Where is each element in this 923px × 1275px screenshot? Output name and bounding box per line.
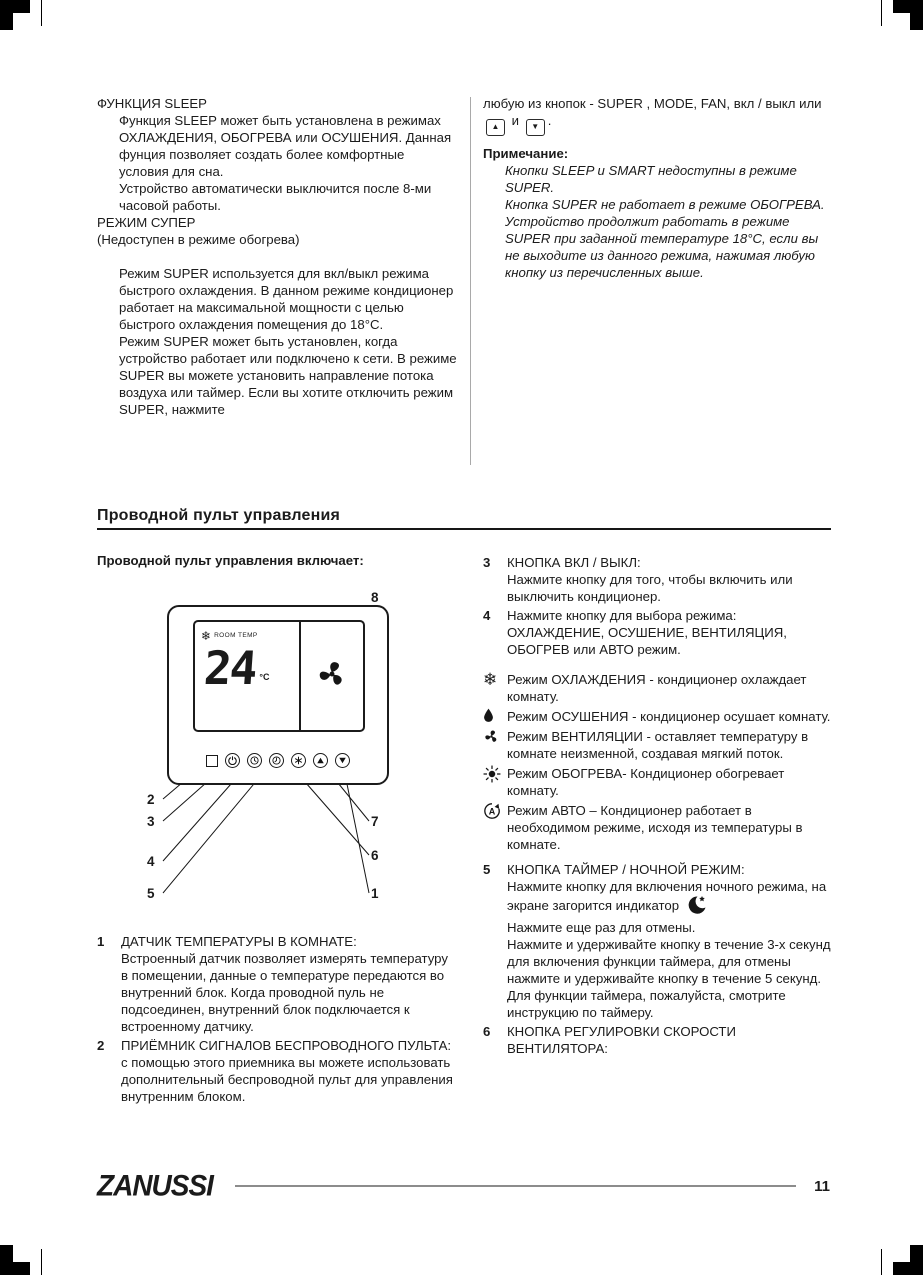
zanussi-logo: ZANUSSI [97, 1169, 213, 1202]
item-body: Нажмите кнопку для включения ночного режима, на экране загорится индикатор [507, 879, 827, 913]
temp-down-button-image [526, 119, 545, 136]
list-item [483, 861, 831, 1021]
footer-rule [235, 1185, 796, 1187]
column-gap [457, 552, 483, 1105]
item-title: КНОПКА ВКЛ / ВЫКЛ: [507, 555, 641, 570]
note-3: Устройство продолжит работать в режиме SUPER при заданной температуре 18°C, если вы не выходите из данного режима, нажимая любую кнопку из перечисленных выше. [505, 213, 819, 280]
temperature-unit: °C [259, 671, 270, 682]
display-temp-pane [195, 622, 301, 730]
conjunction-text: и [511, 113, 520, 128]
item-body: Нажмите еще раз для отмены. [507, 920, 696, 935]
list-item [97, 1037, 457, 1105]
up-arrow-icon: ▲ [491, 122, 500, 131]
super-paragraph-1: Режим SUPER используется для вкл/выкл режима быстрого охлаждения. В данном режиме кондиционер работает на максимальной мощности с целью быстрого охлаждения помещения до 18°C. [119, 266, 454, 332]
continuation-period: . [547, 113, 552, 128]
signal-receiver-window [206, 755, 218, 767]
callout-8-display: 8 [371, 590, 379, 605]
mode-row-drying [483, 708, 831, 725]
list-item [483, 554, 831, 605]
crop-mark-bottom-left-vertical [0, 1245, 13, 1275]
sleep-paragraph-2: Устройство автоматически выключится после 8-ми часовой работы. [119, 181, 432, 213]
sun-icon [483, 765, 507, 799]
item-title: ПРИЁМНИК СИГНАЛОВ БЕСПРОВОДНОГО ПУЛЬТА: [121, 1038, 452, 1053]
crop-mark-top-right-vertical [910, 0, 923, 30]
remote-body [167, 605, 389, 785]
night-mode-moon-icon [685, 895, 707, 919]
note-1: Кнопки SLEEP и SMART недоступны в режиме SUPER. [505, 162, 797, 195]
temp-down-button [335, 753, 350, 768]
list-item [97, 933, 457, 1035]
fan-indicator-icon [315, 657, 349, 695]
callout-1-sensor: 1 [371, 886, 379, 901]
callout-5-timer: 5 [147, 886, 155, 901]
mode-button [247, 753, 262, 768]
sleep-function-heading: ФУНКЦИЯ SLEEP [97, 96, 207, 111]
item-body: Нажмите кнопку для выбора режима: ОХЛАЖДЕНИЕ, ОСУШЕНИЕ, ВЕНТИЛЯЦИЯ, ОБОГРЕВ или АВТО режим. [507, 608, 787, 657]
super-continuation [483, 95, 831, 136]
page-content [97, 95, 831, 1105]
droplet-icon [483, 708, 507, 725]
wired-remote-right-column [483, 552, 831, 1057]
mode-row-heating [483, 765, 831, 799]
left-numbered-list [97, 933, 457, 1105]
snowflake-icon: ❄ [483, 670, 498, 689]
callout-3-power: 3 [147, 814, 155, 829]
down-arrow-icon: ▼ [531, 122, 540, 131]
fan-icon [483, 728, 507, 762]
column-divider [457, 95, 483, 493]
crop-mark-top-left-vertical [0, 0, 13, 30]
mode-row-auto [483, 802, 831, 853]
sleep-paragraph-1: Функция SLEEP может быть установлена в режимах ОХЛАЖДЕНИЯ, ОБОГРЕВА или ОСУШЕНИЯ. Данная фунция позволяет создать более комфортные условия для сна. [119, 113, 452, 179]
remote-display [193, 620, 365, 732]
callout-7-arrows: 7 [371, 814, 379, 829]
sleep-super-section [97, 95, 831, 493]
temperature-value: 24 [202, 641, 258, 695]
wired-remote-heading: Проводной пульт управления включает: [97, 553, 364, 568]
callout-2-receiver: 2 [147, 792, 155, 807]
wired-remote-diagram [97, 585, 457, 917]
item-number: 5 [483, 862, 491, 877]
item-title: КНОПКА ТАЙМЕР / НОЧНОЙ РЕЖИМ: [507, 862, 745, 877]
mode-text: Режим ОСУШЕНИЯ - кондиционер осушает комнату. [507, 709, 831, 724]
remote-button-row [169, 753, 387, 768]
item-number: 6 [483, 1024, 491, 1039]
continuation-text: любую из кнопок - SUPER , MODE, FAN, вкл / выкл или [483, 96, 822, 111]
temp-up-button [313, 753, 328, 768]
svg-text:A: A [488, 806, 496, 817]
temp-up-button-image [486, 119, 505, 136]
display-fan-pane [301, 622, 363, 730]
section-title: Проводной пульт управления [97, 507, 341, 524]
room-temp-label: ROOM TEMP [214, 632, 258, 639]
cooling-indicator-icon: ❄ [201, 628, 212, 643]
callout-6-fan-speed: 6 [371, 848, 379, 863]
note-2: Кнопка SUPER не работает в режиме ОБОГРЕВА. [505, 196, 825, 212]
crop-line-top-left [41, 0, 42, 26]
section-rule [97, 528, 831, 530]
list-item [483, 607, 831, 658]
crop-line-bottom-right [881, 1249, 882, 1275]
power-button [225, 753, 240, 768]
sleep-super-left-column [97, 95, 457, 418]
mode-row-ventilation [483, 728, 831, 762]
mode-text: Режим ОБОГРЕВА- Кондиционер обогревает комнату. [507, 766, 785, 798]
item-title: КНОПКА РЕГУЛИРОВКИ СКОРОСТИ ВЕНТИЛЯТОРА: [507, 1024, 736, 1056]
mode-text: Режим АВТО – Кондиционер работает в необходимом режиме, исходя из температуры в комнате. [507, 803, 803, 852]
wired-remote-section [97, 552, 831, 1105]
super-mode-subnote: (Недоступен в режиме обогрева) [97, 232, 300, 247]
item-number: 4 [483, 608, 491, 623]
crop-line-bottom-left [41, 1249, 42, 1275]
item-number: 2 [97, 1038, 105, 1053]
page-number: 11 [814, 1177, 830, 1195]
timer-night-button [269, 753, 284, 768]
wired-remote-left-column [97, 552, 457, 1105]
mode-text: Режим ВЕНТИЛЯЦИИ - оставляет температуру в комнате неизменной, создавая мягкий поток. [507, 729, 809, 761]
super-paragraph-2: Режим SUPER может быть установлен, когда устройство работает или подключено к сети. В режиме SUPER вы можете установить направление потока воздуха или таймер. Если вы хотите отключить режим SUPER, нажмите [119, 334, 457, 417]
mode-row-cooling [483, 671, 831, 705]
item-body: Встроенный датчик позволяет измерять температуру в помещении, данные о температуре передаются во внутренний блок. Когда проводной пуль не подсоединен, внутренний блок подключается к встроенному датчику. [121, 951, 448, 1034]
crop-line-top-right [881, 0, 882, 26]
item-body: Нажмите и удерживайте кнопку в течение 3-х секунд для включения функции таймера, для отмены нажмите и удерживайте кнопку в течение 5 секунд. Для функции таймера, пожалуйста, смотрите инструкцию по таймеру. [507, 937, 831, 1020]
item-body: с помощью этого приемника вы можете использовать дополнительный беспроводной пульт для управления внутренним блоком. [121, 1055, 453, 1104]
fan-speed-button [291, 753, 306, 768]
auto-icon [483, 802, 507, 853]
item-title: ДАТЧИК ТЕМПЕРАТУРЫ В КОМНАТЕ: [121, 934, 357, 949]
item-body: Нажмите кнопку для того, чтобы включить или выключить кондиционер. [507, 572, 793, 604]
sleep-super-right-column [483, 95, 831, 281]
item-number: 3 [483, 555, 491, 570]
crop-mark-bottom-right-vertical [910, 1245, 923, 1275]
super-mode-heading: РЕЖИМ СУПЕР [97, 215, 196, 230]
item-number: 1 [97, 934, 105, 949]
note-heading: Примечание: [483, 145, 569, 161]
mode-text: Режим ОХЛАЖДЕНИЯ - кондиционер охлаждает комнату. [507, 672, 807, 704]
page-footer [97, 1169, 830, 1202]
list-item [483, 1023, 831, 1057]
callout-4-mode: 4 [147, 854, 155, 869]
